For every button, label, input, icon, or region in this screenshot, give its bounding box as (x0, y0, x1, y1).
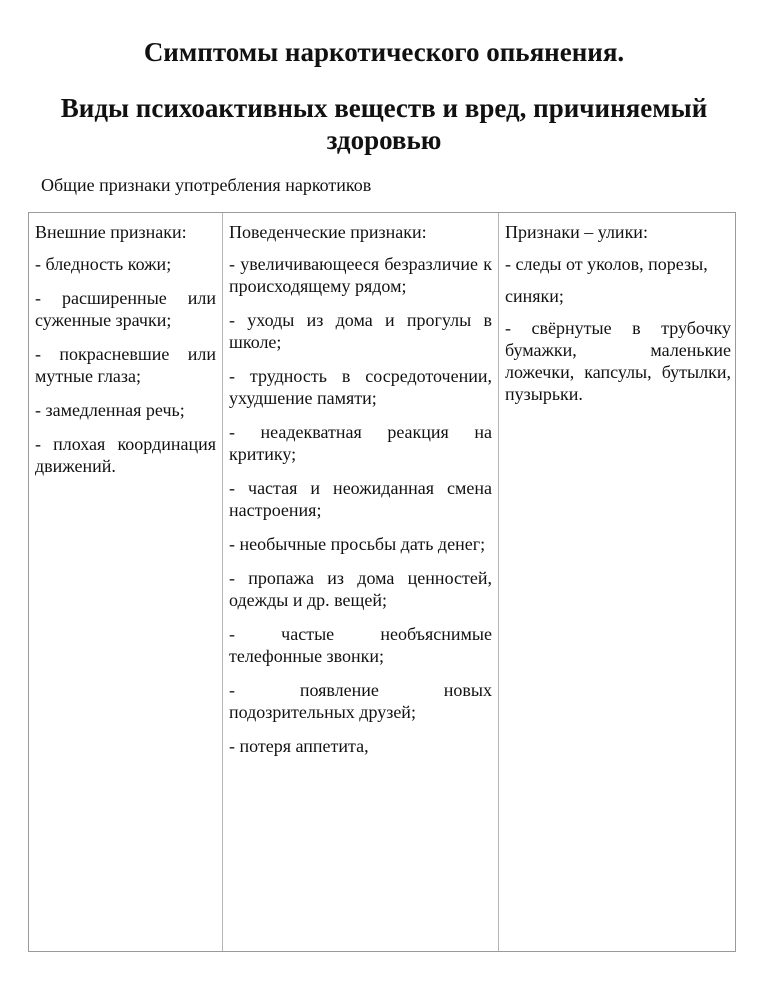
list-item: - трудность в сосредоточении, ухудшение памяти; (229, 366, 492, 408)
list-item: - неадекватная реакция на критику; (229, 422, 492, 464)
list-item: - свёрнутые в трубочку бумажки, маленькие ложечки, капсулы, бутылки, пузырьки. (505, 318, 731, 404)
column-header: Внешние признаки: (35, 222, 187, 242)
list-item: - следы от уколов, порезы, (505, 254, 708, 274)
list-item: - потеря аппетита, (229, 736, 369, 756)
list-item: - частая и неожиданная смена настроения; (229, 478, 492, 520)
list-item: - уходы из дома и прогулы в школе; (229, 310, 492, 352)
list-item: - необычные просьбы дать денег; (229, 534, 486, 554)
list-item: - пропажа из дома ценностей, одежды и др. вещей; (229, 568, 492, 610)
list-item: - появление новых подозрительных друзей; (229, 680, 492, 722)
list-item: - замедленная речь; (35, 400, 185, 420)
list-item: - расширенные или суженные зрачки; (35, 288, 216, 330)
list-item: - увеличивающееся безразличие к происходящему рядом; (229, 254, 492, 296)
list-item: - плохая координация движений. (35, 434, 216, 476)
column-evidence-signs (499, 213, 737, 951)
column-header: Признаки – улики: (505, 222, 648, 242)
signs-table (28, 212, 736, 952)
document-title: Симптомы наркотического опьянения. (143, 37, 625, 67)
list-item: - частые необъяснимые телефонные звонки; (229, 624, 492, 666)
column-header: Поведенческие признаки: (229, 222, 427, 242)
list-item: - покрасневшие или мутные глаза; (35, 344, 216, 386)
document-heading: Виды психоактивных веществ и вред, причиняемый здоровью (60, 93, 708, 155)
column-external-signs (29, 213, 222, 951)
list-item: - бледность кожи; (35, 254, 172, 274)
list-item: синяки; (505, 286, 564, 306)
section-subtitle: Общие признаки употребления наркотиков (41, 175, 372, 195)
column-behavioral-signs (222, 213, 499, 951)
